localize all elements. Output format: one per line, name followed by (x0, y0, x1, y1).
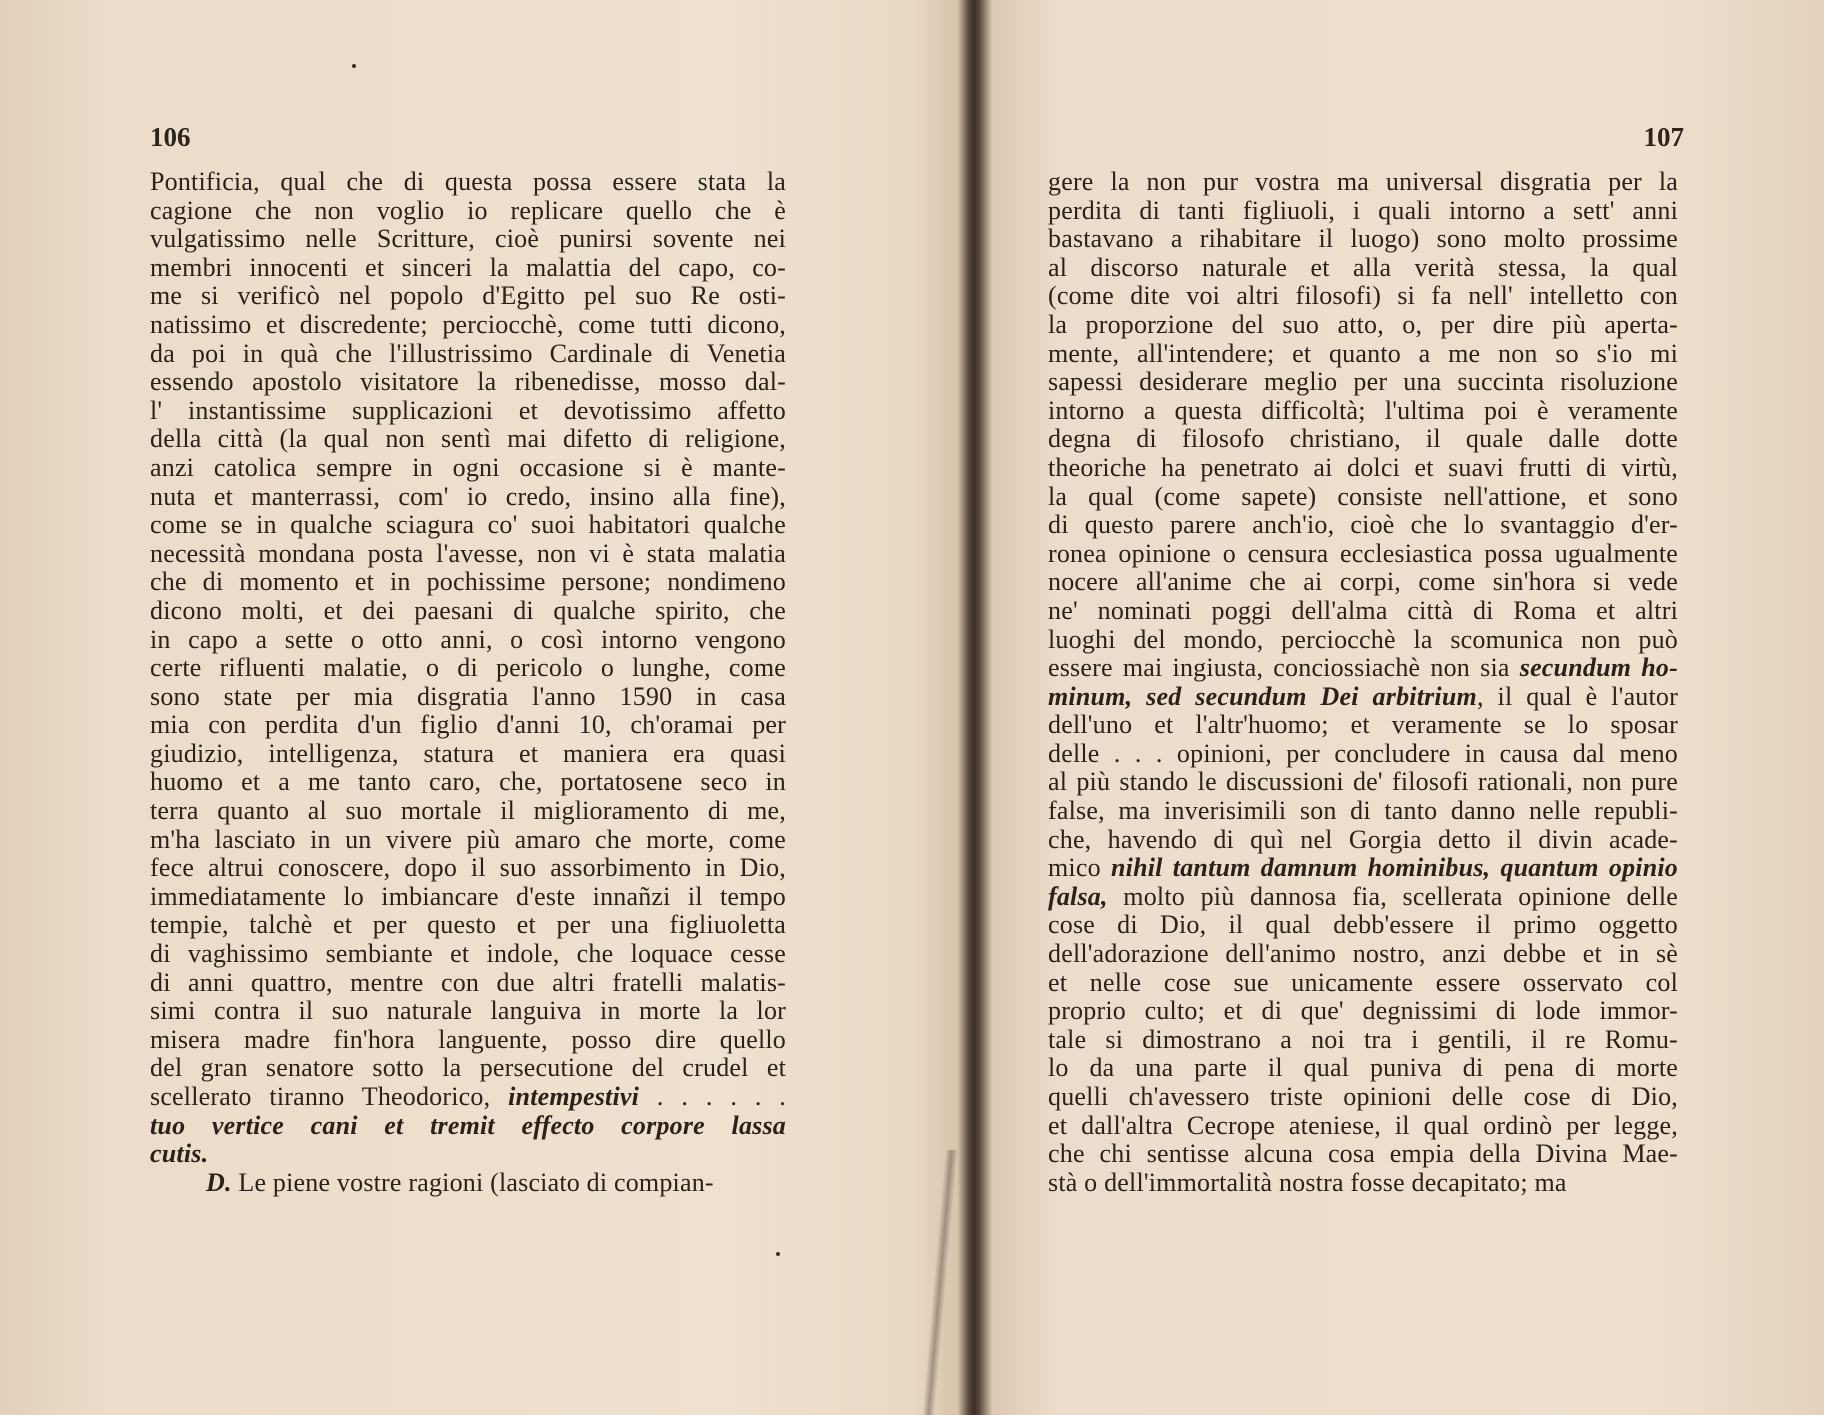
text-segment: mico (1048, 854, 1111, 883)
text-line (150, 540, 786, 569)
text-segment: nuta et manterrassi, com' io credo, insino alla fine), (150, 482, 786, 511)
text-line (1048, 654, 1678, 683)
text-line (150, 683, 786, 712)
text-segment: bastavano a rihabitare il luogo) sono molto prossime (1048, 225, 1678, 254)
text-line (150, 969, 786, 998)
text-segment: dell'uno et l'altr'huomo; et veramente se lo sposar (1048, 711, 1678, 740)
text-line (150, 511, 786, 540)
text-segment: false, ma inverisimili son di tanto danno nelle republi- (1048, 797, 1678, 826)
italic-phrase: tuo vertice cani et tremit effecto corpore lassa (150, 1111, 786, 1140)
text-segment: al più stando le discussioni de' filosofi rationali, non pure (1048, 768, 1678, 797)
text-line (150, 1140, 786, 1169)
text-segment: come se in qualche sciagura co' suoi habitatori qualche (150, 511, 786, 540)
text-segment: tale si dimostrano a noi tra i gentili, il re Romu- (1048, 1025, 1678, 1054)
text-line (150, 597, 786, 626)
text-segment: membri innocenti et sinceri la malattia del capo, co- (150, 253, 786, 282)
italic-phrase: falsa, (1048, 882, 1108, 911)
italic-phrase: cutis. (150, 1140, 209, 1169)
text-line (1048, 826, 1678, 855)
text-line (150, 568, 786, 597)
text-segment: certe rifluenti malatie, o di pericolo o lunghe, come (150, 654, 786, 683)
paper-speck (776, 1252, 780, 1256)
text-line (1048, 1112, 1678, 1141)
text-segment: , il qual è l'autor (1476, 682, 1678, 711)
text-line (150, 826, 786, 855)
text-segment: mente, all'intendere; et quanto a me non so s'io mi (1048, 339, 1678, 368)
text-line (1048, 368, 1678, 397)
text-line (1048, 854, 1678, 883)
text-line (1048, 225, 1678, 254)
text-line (150, 311, 786, 340)
text-line (150, 483, 786, 512)
text-segment: sapessi desiderare meglio per una succinta risoluzione (1048, 368, 1678, 397)
text-segment: tempie, talchè et per questo et per una figliuoletta (150, 911, 786, 940)
text-line (150, 654, 786, 683)
text-line (150, 740, 786, 769)
text-line (1048, 454, 1678, 483)
text-segment: Le piene vostre ragioni (lasciato di compian- (231, 1168, 714, 1197)
text-line (1048, 883, 1678, 912)
text-segment: essendo apostolo visitatore la ribenedisse, mosso dal- (150, 368, 786, 397)
text-segment: che chi sentisse alcuna cosa empia della Divina Mae- (1048, 1140, 1678, 1169)
text-line (150, 940, 786, 969)
page-text (1048, 168, 1678, 1197)
text-segment: stà o dell'immortalità nostra fosse decapitato; ma (1048, 1168, 1567, 1197)
text-segment: nocere all'anime che ai corpi, come sin'hora si vede (1048, 568, 1678, 597)
text-line (1048, 568, 1678, 597)
text-segment: ne' nominati poggi dell'alma città di Roma et altri (1048, 596, 1678, 625)
right-page (990, 0, 1824, 1415)
text-line (1048, 483, 1678, 512)
text-segment: anzi catolica sempre in ogni occasione si è mante- (150, 453, 786, 482)
text-segment: delle . . . opinioni, per concludere in causa dal meno (1048, 739, 1678, 768)
text-segment: vulgatissimo nelle Scritture, cioè punirsi sovente nei (150, 225, 786, 254)
text-segment: che, havendo di quì nel Gorgia detto il divin acade- (1048, 825, 1678, 854)
text-line (1048, 425, 1678, 454)
text-line (150, 711, 786, 740)
text-line (1048, 168, 1678, 197)
text-line (150, 197, 786, 226)
text-line (1048, 997, 1678, 1026)
page-number: 106 (150, 122, 191, 152)
italic-phrase: intempestivi (508, 1083, 640, 1111)
text-segment: della città (la qual non sentì mai difetto di religione, (150, 425, 786, 454)
text-segment: necessità mondana posta l'avesse, non vi è stata malatia (150, 539, 786, 568)
text-segment: perdita di tanti figliuoli, i quali intorno a sett' anni (1048, 196, 1678, 225)
text-line (150, 282, 786, 311)
text-line (150, 1083, 786, 1112)
text-line (150, 883, 786, 912)
text-segment: m'ha lasciato in un vivere più amaro che morte, come (150, 825, 786, 854)
text-line (1048, 1054, 1678, 1083)
text-line (150, 911, 786, 940)
text-line (1048, 197, 1678, 226)
text-line (1048, 282, 1678, 311)
page-text (150, 168, 786, 1197)
text-line (1048, 597, 1678, 626)
text-line (1048, 1083, 1678, 1112)
text-line (1048, 969, 1678, 998)
text-line (1048, 940, 1678, 969)
text-segment: molto più dannosa fia, scellerata opinione delle (1107, 882, 1678, 911)
text-line (1048, 740, 1678, 769)
text-segment: intorno a questa difficoltà; l'ultima poi è veramente (1048, 396, 1678, 425)
text-segment: . . . . . . (639, 1083, 786, 1111)
text-segment: (come dite voi altri filosofi) si fa nell' intelletto con (1048, 282, 1678, 311)
text-segment: essere mai ingiusta, conciossiachè non sia (1048, 654, 1520, 683)
italic-phrase: D. (206, 1168, 232, 1197)
text-segment: al discorso naturale et alla verità stessa, la qual (1048, 253, 1678, 282)
text-line (150, 254, 786, 283)
text-line (1048, 1140, 1678, 1169)
text-segment: quelli ch'avessero triste opinioni delle cose di Dio, (1048, 1083, 1678, 1111)
text-segment: fece altrui conoscere, dopo il suo assorbimento in Dio, (150, 854, 786, 883)
text-line (1048, 254, 1678, 283)
text-segment: degna di filosofo christiano, il quale dalle dotte (1048, 425, 1678, 454)
text-line (150, 397, 786, 426)
text-segment: di questo parere anch'io, cioè che lo svantaggio d'er- (1048, 511, 1678, 540)
text-segment: me si verificò nel popolo d'Egitto pel suo Re osti- (150, 282, 786, 311)
text-segment: terra quanto al suo mortale il miglioramento di me, (150, 797, 786, 826)
text-segment: lo da una parte il qual puniva di pena di morte (1048, 1054, 1678, 1083)
text-segment: la proporzione del suo atto, o, per dire più aperta- (1048, 310, 1678, 339)
text-line (150, 997, 786, 1026)
text-segment: immediatamente lo imbiancare d'este innañzi il tempo (150, 882, 786, 911)
text-line (1048, 626, 1678, 655)
text-line (1048, 768, 1678, 797)
text-line (1048, 311, 1678, 340)
text-line (1048, 540, 1678, 569)
text-segment: gere la non pur vostra ma universal disgratia per la (1048, 168, 1678, 196)
text-line (1048, 511, 1678, 540)
italic-phrase: nihil tantum damnum hominibus, quantum opinio (1111, 854, 1678, 883)
binding-crease (920, 1150, 960, 1415)
text-line (150, 168, 786, 197)
text-segment: luoghi del mondo, perciocchè la scomunica non può (1048, 625, 1678, 654)
paper-speck (352, 64, 356, 68)
text-segment: simi contra il suo naturale languiva in morte la lor (150, 997, 786, 1026)
text-line (150, 1026, 786, 1055)
text-segment: cose di Dio, il qual debb'essere il primo oggetto (1048, 911, 1678, 940)
text-segment: misera madre fin'hora languente, posso dire quello (150, 1025, 786, 1054)
text-line (150, 797, 786, 826)
text-line (150, 1054, 786, 1083)
page-number: 107 (1643, 122, 1684, 152)
text-segment: ronea opinione o censura ecclesiastica possa ugualmente (1048, 539, 1678, 568)
text-line (1048, 340, 1678, 369)
text-line (1048, 1169, 1678, 1198)
text-segment: Pontificia, qual che di questa possa essere stata la (150, 168, 786, 196)
text-line (150, 1112, 786, 1141)
text-segment: di anni quattro, mentre con due altri fratelli malatis- (150, 968, 786, 997)
text-segment: natissimo et discredente; perciocchè, come tutti dicono, (150, 310, 786, 339)
text-segment: l' instantissime supplicazioni et devotissimo affetto (150, 396, 786, 425)
italic-phrase: secundum ho- (1519, 654, 1678, 683)
text-line (150, 854, 786, 883)
text-line (1048, 911, 1678, 940)
text-line (150, 225, 786, 254)
text-segment: di vaghissimo sembiante et indole, che loquace cesse (150, 940, 786, 969)
text-line (150, 1169, 786, 1198)
text-line (150, 340, 786, 369)
text-line (150, 454, 786, 483)
text-line (1048, 1026, 1678, 1055)
text-segment: dicono molti, et dei paesani di qualche spirito, che (150, 596, 786, 625)
text-segment: giudizio, intelligenza, statura et maniera era quasi (150, 739, 786, 768)
text-segment: scellerato tiranno Theodorico, (150, 1083, 509, 1111)
left-page (0, 0, 900, 1415)
text-segment: mia con perdita d'un figlio d'anni 10, ch'oramai per (150, 711, 786, 740)
text-segment: huomo et a me tanto caro, che, portatosene seco in (150, 768, 786, 797)
italic-phrase: minum, sed secundum Dei arbitrium (1048, 682, 1477, 711)
text-segment: la qual (come sapete) consiste nell'attione, et sono (1048, 482, 1678, 511)
text-line (150, 768, 786, 797)
text-line (1048, 711, 1678, 740)
text-segment: da poi in quà che l'illustrissimo Cardinale di Venetia (150, 339, 786, 368)
text-segment: proprio culto; et di que' degnissimi di lode immor- (1048, 997, 1678, 1026)
text-segment: in capo a sette o otto anni, o così intorno vengono (150, 625, 786, 654)
text-segment: del gran senatore sotto la persecutione del crudel et (150, 1054, 786, 1083)
text-segment: et dall'altra Cecrope ateniese, il qual ordinò per legge, (1048, 1111, 1678, 1140)
text-line (150, 626, 786, 655)
text-line (1048, 397, 1678, 426)
text-segment: sono state per mia disgratia l'anno 1590 in casa (150, 682, 786, 711)
text-segment: et nelle cose sue unicamente essere osservato col (1048, 968, 1678, 997)
text-line (1048, 683, 1678, 712)
text-line (1048, 797, 1678, 826)
text-line (150, 368, 786, 397)
text-segment: che di momento et in pochissime persone; nondimeno (150, 568, 786, 597)
text-segment: dell'adorazione dell'animo nostro, anzi debbe et in sè (1048, 940, 1678, 969)
text-segment: cagione che non voglio io replicare quello che è (150, 196, 786, 225)
text-segment: theoriche ha penetrato ai dolci et suavi frutti di virtù, (1048, 453, 1678, 482)
text-line (150, 425, 786, 454)
